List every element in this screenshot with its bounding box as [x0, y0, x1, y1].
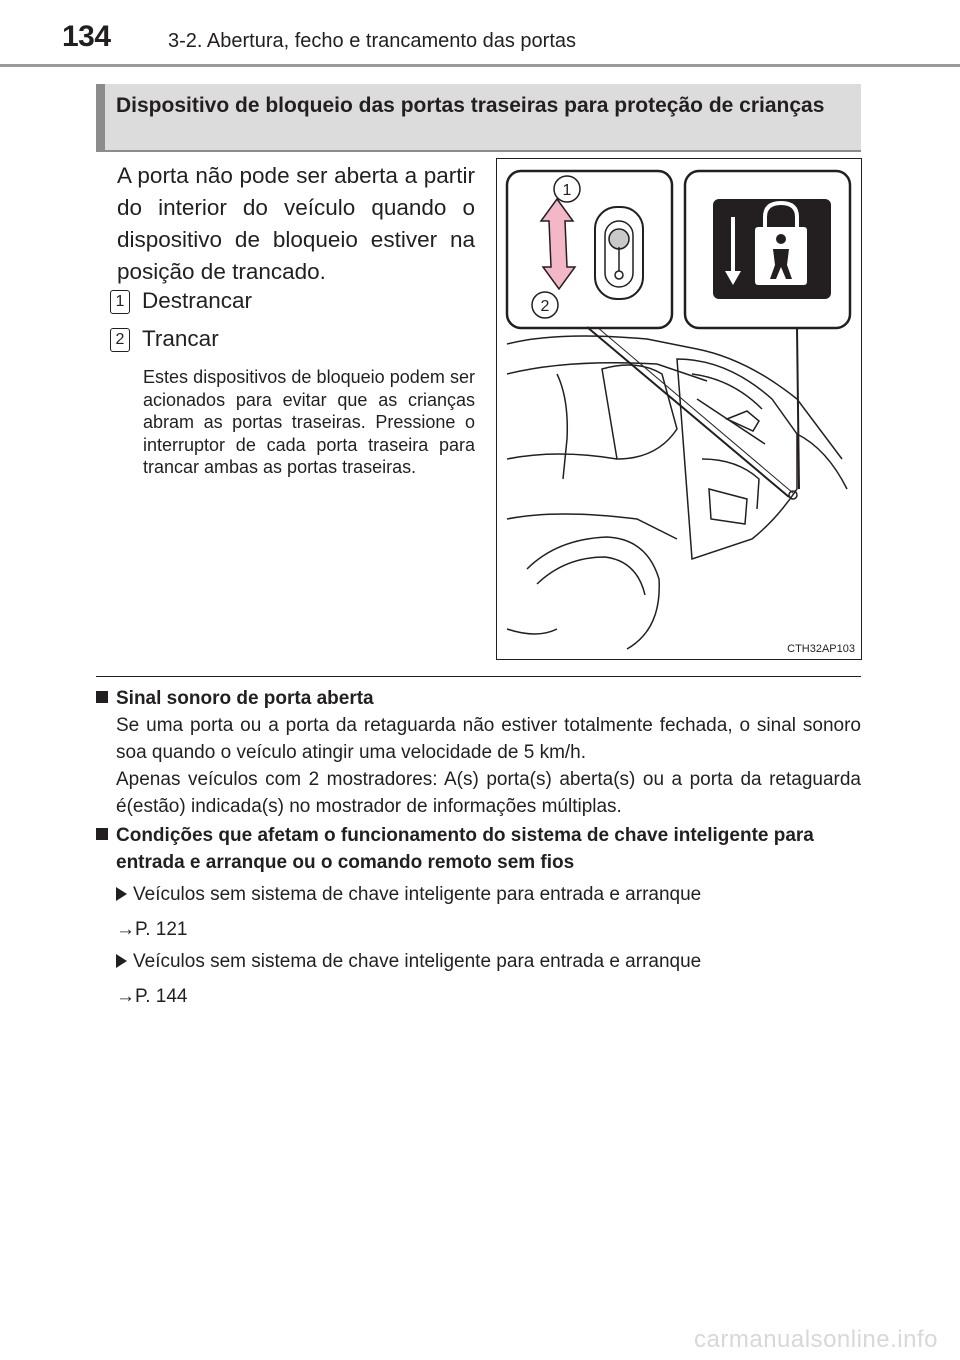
- child-head-icon: [776, 234, 786, 244]
- callout-1-label: 1: [562, 182, 572, 199]
- bullet-text: Veículos sem sistema de chave inteligente para entrada e arranque: [133, 884, 702, 905]
- subsection-smart-key-conditions: [96, 822, 861, 1010]
- subsection-door-open-buzzer: [96, 685, 861, 820]
- subsection-paragraph: Se uma porta ou a porta da retaguarda não estiver totalmente fechada, o sinal sonoro soa quando o veículo atingir uma velocidade de 5 km/h.: [116, 715, 861, 763]
- triangle-bullet-icon: [116, 887, 127, 901]
- triangle-bullet-icon: [116, 954, 127, 968]
- subsection-heading-text: Condições que afetam o funcionamento do sistema de chave inteligente para entrada e arranque ou o comando remoto sem fios: [116, 825, 814, 873]
- page-reference-link[interactable]: →P. 144: [116, 986, 188, 1007]
- square-bullet-icon: [96, 691, 108, 703]
- section-title: Dispositivo de bloqueio das portas traseiras para proteção de crianças: [116, 94, 825, 117]
- subsection-heading: [96, 685, 861, 712]
- item-lock: [110, 326, 219, 352]
- intro-paragraph: A porta não pode ser aberta a partir do interior do veículo quando o dispositivo de bloqueio estiver na posição de trancado.: [117, 163, 475, 284]
- bullet-text: Veículos sem sistema de chave inteligente para entrada e arranque: [133, 951, 702, 972]
- child-lock-illustration: [496, 158, 862, 660]
- leader-line-left-inner: [597, 327, 793, 493]
- subsection-heading-text: Sinal sonoro de porta aberta: [116, 688, 374, 709]
- header-rule: [0, 64, 960, 67]
- item-label: Destrancar: [142, 288, 253, 313]
- bullet-item: [96, 948, 861, 975]
- page-header: [0, 0, 960, 70]
- square-bullet-icon: [96, 828, 108, 840]
- bullet-item: [96, 881, 861, 908]
- section-divider: [96, 676, 861, 677]
- callout-2-label: 2: [540, 298, 550, 315]
- section-title-box: [96, 84, 861, 152]
- chapter-title: 3-2. Abertura, fecho e trancamento das portas: [168, 30, 577, 52]
- page-reference-link[interactable]: →P. 121: [116, 919, 188, 940]
- note-paragraph: Estes dispositivos de bloqueio podem ser acionados para evitar que as crianças abram as portas traseiras. Pressione o interruptor de cada porta traseira para trancar ambas as portas traseiras.: [143, 367, 475, 477]
- item-label: Trancar: [142, 326, 219, 351]
- item-badge: 1: [110, 290, 130, 314]
- leader-line-left: [587, 327, 789, 497]
- watermark: carmanualsonline.info: [694, 1326, 938, 1353]
- switch-knob: [609, 229, 629, 249]
- subsection-heading: [96, 822, 861, 876]
- page-number: 134: [62, 20, 111, 53]
- illustration-svg: [497, 159, 861, 659]
- figure-code: CTH32AP103: [787, 643, 855, 655]
- item-badge: 2: [110, 328, 130, 352]
- subsection-paragraph: Apenas veículos com 2 mostradores: A(s) porta(s) aberta(s) ou a porta da retaguarda é(estão) indicada(s) no mostrador de informações múltiplas.: [116, 769, 861, 817]
- item-unlock: [110, 288, 252, 314]
- section-title-bar: [96, 84, 105, 150]
